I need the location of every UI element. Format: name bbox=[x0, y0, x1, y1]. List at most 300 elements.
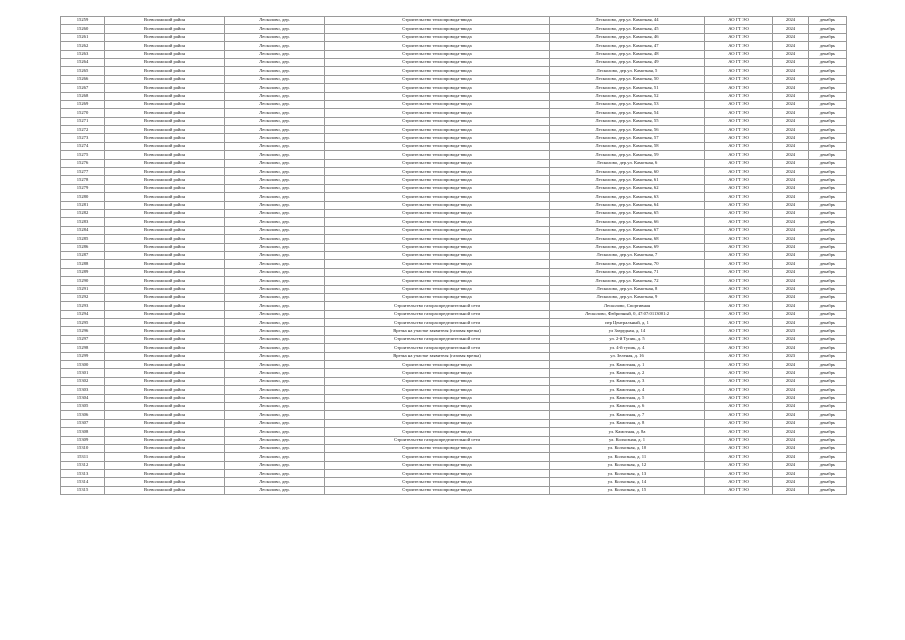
cell-place: Лесколово, дер. bbox=[225, 67, 325, 75]
cell-id: 15311 bbox=[61, 453, 105, 461]
cell-id: 15270 bbox=[61, 109, 105, 117]
cell-organization: АО ГТ ЭО bbox=[705, 319, 773, 327]
cell-place: Лесколово, дер. bbox=[225, 302, 325, 310]
cell-district: Всеволожский район bbox=[105, 33, 225, 41]
cell-year: 2024 bbox=[773, 58, 809, 66]
table-row bbox=[61, 419, 847, 427]
cell-month: декабрь bbox=[809, 386, 847, 394]
cell-id: 15309 bbox=[61, 436, 105, 444]
cell-district: Всеволожский район bbox=[105, 402, 225, 410]
cell-district: Всеволожский район bbox=[105, 50, 225, 58]
cell-district: Всеволожский район bbox=[105, 478, 225, 486]
cell-month: декабрь bbox=[809, 67, 847, 75]
table-row bbox=[61, 277, 847, 285]
cell-district: Всеволожский район bbox=[105, 369, 225, 377]
cell-organization: АО ГТ ЭО bbox=[705, 17, 773, 25]
cell-place: Лесколово, дер. bbox=[225, 33, 325, 41]
cell-place: Лесколово, дер. bbox=[225, 361, 325, 369]
cell-year: 2024 bbox=[773, 436, 809, 444]
table-row bbox=[61, 92, 847, 100]
table-row bbox=[61, 335, 847, 343]
table-row bbox=[61, 33, 847, 41]
cell-year: 2024 bbox=[773, 142, 809, 150]
cell-id: 15265 bbox=[61, 67, 105, 75]
cell-organization: АО ГТ ЭО bbox=[705, 218, 773, 226]
cell-month: декабрь bbox=[809, 260, 847, 268]
cell-year: 2024 bbox=[773, 302, 809, 310]
cell-year: 2024 bbox=[773, 293, 809, 301]
cell-id: 15277 bbox=[61, 168, 105, 176]
cell-address: Лесколово, дер.ул. Камотная, 7 bbox=[550, 251, 705, 259]
cell-work-type: Строительство газораспределительной сети bbox=[325, 310, 550, 318]
cell-place: Лесколово, дер. bbox=[225, 352, 325, 360]
cell-work-type: Строительство теплопровода-ввода bbox=[325, 394, 550, 402]
cell-place: Лесколово, дер. bbox=[225, 293, 325, 301]
cell-id: 15301 bbox=[61, 369, 105, 377]
cell-place: Лесколово, дер. bbox=[225, 218, 325, 226]
cell-place: Лесколово, дер. bbox=[225, 42, 325, 50]
cell-month: декабрь bbox=[809, 310, 847, 318]
cell-organization: АО ГТ ЭО bbox=[705, 419, 773, 427]
cell-place: Лесколово, дер. bbox=[225, 151, 325, 159]
cell-place: Лесколово, дер. bbox=[225, 444, 325, 452]
cell-address: Лесколово, дер.ул. Камотная, 61 bbox=[550, 176, 705, 184]
cell-district: Всеволожский район bbox=[105, 176, 225, 184]
cell-organization: АО ГТ ЭО bbox=[705, 243, 773, 251]
cell-year: 2024 bbox=[773, 260, 809, 268]
cell-work-type: Врезка на участке заявителя (газовая врезка) bbox=[325, 327, 550, 335]
cell-year: 2024 bbox=[773, 176, 809, 184]
cell-district: Всеволожский район bbox=[105, 226, 225, 234]
cell-address: Лесколово, дер.ул. Камотная, 51 bbox=[550, 84, 705, 92]
cell-id: 15278 bbox=[61, 176, 105, 184]
cell-id: 15312 bbox=[61, 461, 105, 469]
cell-address: Лесколово, дер.ул. Камотная, 53 bbox=[550, 100, 705, 108]
cell-id: 15315 bbox=[61, 486, 105, 494]
table-row bbox=[61, 201, 847, 209]
cell-year: 2024 bbox=[773, 109, 809, 117]
cell-year: 2024 bbox=[773, 344, 809, 352]
cell-id: 15264 bbox=[61, 58, 105, 66]
table-row bbox=[61, 67, 847, 75]
cell-district: Всеволожский район bbox=[105, 84, 225, 92]
cell-id: 15283 bbox=[61, 218, 105, 226]
table-row bbox=[61, 402, 847, 410]
cell-organization: АО ГТ ЭО bbox=[705, 302, 773, 310]
cell-address: Лесколово, дер.ул. Камотная, 56 bbox=[550, 126, 705, 134]
cell-address: Лесколово, Фабричный, 0, 47:07:0113001:2 bbox=[550, 310, 705, 318]
cell-district: Всеволожский район bbox=[105, 335, 225, 343]
cell-year: 2024 bbox=[773, 268, 809, 276]
cell-work-type: Строительство теплопровода-ввода bbox=[325, 361, 550, 369]
cell-id: 15306 bbox=[61, 411, 105, 419]
cell-year: 2024 bbox=[773, 310, 809, 318]
table-row bbox=[61, 319, 847, 327]
cell-place: Лесколово, дер. bbox=[225, 486, 325, 494]
cell-organization: АО ГТ ЭО bbox=[705, 117, 773, 125]
cell-year: 2023 bbox=[773, 327, 809, 335]
cell-id: 15293 bbox=[61, 302, 105, 310]
cell-district: Всеволожский район bbox=[105, 470, 225, 478]
cell-month: декабрь bbox=[809, 251, 847, 259]
cell-place: Лесколово, дер. bbox=[225, 134, 325, 142]
cell-address: ул. Колхозная, д. 11 bbox=[550, 453, 705, 461]
cell-id: 15290 bbox=[61, 277, 105, 285]
cell-address: Лесколово, дер.ул. Камотная, 59 bbox=[550, 151, 705, 159]
cell-place: Лесколово, дер. bbox=[225, 50, 325, 58]
cell-month: декабрь bbox=[809, 243, 847, 251]
cell-id: 15294 bbox=[61, 310, 105, 318]
cell-month: декабрь bbox=[809, 134, 847, 142]
table-row bbox=[61, 327, 847, 335]
cell-month: декабрь bbox=[809, 218, 847, 226]
table-row bbox=[61, 411, 847, 419]
cell-address: ул. Камотная, д. 5 bbox=[550, 394, 705, 402]
cell-organization: АО ГТ ЭО bbox=[705, 151, 773, 159]
cell-organization: АО ГТ ЭО bbox=[705, 209, 773, 217]
table-row bbox=[61, 243, 847, 251]
cell-organization: АО ГТ ЭО bbox=[705, 168, 773, 176]
table-row bbox=[61, 109, 847, 117]
cell-organization: АО ГТ ЭО bbox=[705, 235, 773, 243]
cell-work-type: Строительство теплопровода-ввода bbox=[325, 218, 550, 226]
cell-address: Лесколово, дер.ул. Камотная, 48 bbox=[550, 50, 705, 58]
cell-organization: АО ГТ ЭО bbox=[705, 50, 773, 58]
cell-address: Лесколово, дер.ул. Камотная, 5 bbox=[550, 67, 705, 75]
cell-place: Лесколово, дер. bbox=[225, 260, 325, 268]
cell-work-type: Строительство теплопровода-ввода bbox=[325, 33, 550, 41]
cell-month: декабрь bbox=[809, 142, 847, 150]
cell-id: 15279 bbox=[61, 184, 105, 192]
table-row bbox=[61, 25, 847, 33]
cell-month: декабрь bbox=[809, 100, 847, 108]
table-row bbox=[61, 42, 847, 50]
cell-month: декабрь bbox=[809, 42, 847, 50]
cell-work-type: Строительство теплопровода-ввода bbox=[325, 226, 550, 234]
cell-id: 15296 bbox=[61, 327, 105, 335]
cell-place: Лесколово, дер. bbox=[225, 277, 325, 285]
cell-place: Лесколово, дер. bbox=[225, 436, 325, 444]
cell-place: Лесколово, дер. bbox=[225, 386, 325, 394]
cell-place: Лесколово, дер. bbox=[225, 251, 325, 259]
cell-district: Всеволожский район bbox=[105, 209, 225, 217]
cell-work-type: Строительство теплопровода-ввода bbox=[325, 142, 550, 150]
cell-address: Лесколово, дер.ул. Камотная, 68 bbox=[550, 235, 705, 243]
table-row bbox=[61, 159, 847, 167]
cell-address: ул. Колхозная, д. 10 bbox=[550, 444, 705, 452]
cell-organization: АО ГТ ЭО bbox=[705, 25, 773, 33]
cell-id: 15286 bbox=[61, 243, 105, 251]
cell-year: 2024 bbox=[773, 117, 809, 125]
cell-work-type: Строительство теплопровода-ввода bbox=[325, 444, 550, 452]
cell-year: 2024 bbox=[773, 134, 809, 142]
cell-year: 2024 bbox=[773, 209, 809, 217]
table-row bbox=[61, 470, 847, 478]
cell-month: декабрь bbox=[809, 117, 847, 125]
cell-id: 15305 bbox=[61, 402, 105, 410]
cell-place: Лесколово, дер. bbox=[225, 285, 325, 293]
cell-district: Всеволожский район bbox=[105, 100, 225, 108]
cell-organization: АО ГТ ЭО bbox=[705, 184, 773, 192]
cell-year: 2024 bbox=[773, 235, 809, 243]
cell-month: декабрь bbox=[809, 92, 847, 100]
cell-address: Лесколово, дер.ул. Камотная, 63 bbox=[550, 193, 705, 201]
cell-place: Лесколово, дер. bbox=[225, 176, 325, 184]
table-row bbox=[61, 168, 847, 176]
cell-month: декабрь bbox=[809, 436, 847, 444]
cell-organization: АО ГТ ЭО bbox=[705, 461, 773, 469]
cell-address: ул. 4-й тупик, д. 4 bbox=[550, 344, 705, 352]
cell-address: ул. Камотная, д. 3 bbox=[550, 377, 705, 385]
cell-work-type: Строительство теплопровода-ввода bbox=[325, 277, 550, 285]
cell-year: 2024 bbox=[773, 75, 809, 83]
cell-year: 2023 bbox=[773, 352, 809, 360]
cell-year: 2024 bbox=[773, 33, 809, 41]
cell-work-type: Строительство теплопровода-ввода bbox=[325, 235, 550, 243]
cell-month: декабрь bbox=[809, 344, 847, 352]
cell-address: Лесколово, дер.ул. Камотная, 62 bbox=[550, 184, 705, 192]
table-row bbox=[61, 302, 847, 310]
cell-year: 2024 bbox=[773, 470, 809, 478]
cell-district: Всеволожский район bbox=[105, 444, 225, 452]
cell-district: Всеволожский район bbox=[105, 411, 225, 419]
cell-district: Всеволожский район bbox=[105, 361, 225, 369]
cell-month: декабрь bbox=[809, 159, 847, 167]
cell-year: 2024 bbox=[773, 92, 809, 100]
cell-district: Всеволожский район bbox=[105, 461, 225, 469]
cell-work-type: Строительство теплопровода-ввода bbox=[325, 428, 550, 436]
cell-year: 2024 bbox=[773, 126, 809, 134]
cell-address: ул Зазрудная, д. 14 bbox=[550, 327, 705, 335]
cell-district: Всеволожский район bbox=[105, 251, 225, 259]
cell-organization: АО ГТ ЭО bbox=[705, 201, 773, 209]
cell-place: Лесколово, дер. bbox=[225, 84, 325, 92]
cell-id: 15299 bbox=[61, 352, 105, 360]
cell-district: Всеволожский район bbox=[105, 327, 225, 335]
cell-place: Лесколово, дер. bbox=[225, 344, 325, 352]
table-row bbox=[61, 377, 847, 385]
table-row bbox=[61, 436, 847, 444]
cell-work-type: Строительство теплопровода-ввода bbox=[325, 42, 550, 50]
cell-place: Лесколово, дер. bbox=[225, 226, 325, 234]
cell-address: пер Центральный, д. 1 bbox=[550, 319, 705, 327]
cell-organization: АО ГТ ЭО bbox=[705, 486, 773, 494]
cell-organization: АО ГТ ЭО bbox=[705, 176, 773, 184]
cell-id: 15259 bbox=[61, 17, 105, 25]
cell-address: Лесколово, дер.ул. Камотная, 8 bbox=[550, 285, 705, 293]
cell-district: Всеволожский район bbox=[105, 352, 225, 360]
cell-month: декабрь bbox=[809, 285, 847, 293]
cell-year: 2024 bbox=[773, 478, 809, 486]
cell-address: Лесколово, дер.ул. Камотная, 71 bbox=[550, 268, 705, 276]
cell-month: декабрь bbox=[809, 478, 847, 486]
cell-address: ул. Колхозная, д. 14 bbox=[550, 478, 705, 486]
cell-id: 15314 bbox=[61, 478, 105, 486]
cell-month: декабрь bbox=[809, 369, 847, 377]
cell-id: 15291 bbox=[61, 285, 105, 293]
cell-address: ул. Камотная, д. 1 bbox=[550, 361, 705, 369]
cell-organization: АО ГТ ЭО bbox=[705, 58, 773, 66]
cell-district: Всеволожский район bbox=[105, 142, 225, 150]
cell-place: Лесколово, дер. bbox=[225, 142, 325, 150]
cell-organization: АО ГТ ЭО bbox=[705, 361, 773, 369]
cell-work-type: Строительство теплопровода-ввода bbox=[325, 470, 550, 478]
cell-organization: АО ГТ ЭО bbox=[705, 402, 773, 410]
cell-district: Всеволожский район bbox=[105, 453, 225, 461]
cell-organization: АО ГТ ЭО bbox=[705, 67, 773, 75]
cell-organization: АО ГТ ЭО bbox=[705, 411, 773, 419]
cell-organization: АО ГТ ЭО bbox=[705, 394, 773, 402]
cell-place: Лесколово, дер. bbox=[225, 209, 325, 217]
table-row bbox=[61, 235, 847, 243]
cell-work-type: Строительство газораспределительной сети bbox=[325, 302, 550, 310]
cell-district: Всеволожский район bbox=[105, 184, 225, 192]
cell-work-type: Строительство теплопровода-ввода bbox=[325, 58, 550, 66]
cell-month: декабрь bbox=[809, 126, 847, 134]
cell-place: Лесколово, дер. bbox=[225, 394, 325, 402]
cell-district: Всеволожский район bbox=[105, 319, 225, 327]
cell-organization: АО ГТ ЭО bbox=[705, 260, 773, 268]
cell-district: Всеволожский район bbox=[105, 268, 225, 276]
cell-year: 2024 bbox=[773, 402, 809, 410]
cell-id: 15300 bbox=[61, 361, 105, 369]
cell-place: Лесколово, дер. bbox=[225, 17, 325, 25]
table-row bbox=[61, 100, 847, 108]
cell-work-type: Строительство теплопровода-ввода bbox=[325, 92, 550, 100]
cell-month: декабрь bbox=[809, 352, 847, 360]
cell-id: 15284 bbox=[61, 226, 105, 234]
cell-work-type: Строительство теплопровода-ввода bbox=[325, 260, 550, 268]
table-row bbox=[61, 461, 847, 469]
cell-district: Всеволожский район bbox=[105, 277, 225, 285]
table-row bbox=[61, 361, 847, 369]
cell-district: Всеволожский район bbox=[105, 168, 225, 176]
cell-district: Всеволожский район bbox=[105, 117, 225, 125]
cell-id: 15263 bbox=[61, 50, 105, 58]
cell-place: Лесколово, дер. bbox=[225, 478, 325, 486]
cell-id: 15261 bbox=[61, 33, 105, 41]
cell-place: Лесколово, дер. bbox=[225, 92, 325, 100]
cell-address: ул. Камотная, д. 8а bbox=[550, 428, 705, 436]
cell-place: Лесколово, дер. bbox=[225, 377, 325, 385]
cell-place: Лесколово, дер. bbox=[225, 58, 325, 66]
cell-organization: АО ГТ ЭО bbox=[705, 42, 773, 50]
cell-organization: АО ГТ ЭО bbox=[705, 444, 773, 452]
table-row bbox=[61, 386, 847, 394]
cell-organization: АО ГТ ЭО bbox=[705, 251, 773, 259]
cell-organization: АО ГТ ЭО bbox=[705, 142, 773, 150]
cell-organization: АО ГТ ЭО bbox=[705, 109, 773, 117]
table-row bbox=[61, 142, 847, 150]
cell-work-type: Строительство теплопровода-ввода bbox=[325, 486, 550, 494]
cell-month: декабрь bbox=[809, 209, 847, 217]
cell-place: Лесколово, дер. bbox=[225, 201, 325, 209]
cell-id: 15295 bbox=[61, 319, 105, 327]
cell-address: ул. Колхозная, д. 13 bbox=[550, 470, 705, 478]
cell-year: 2024 bbox=[773, 419, 809, 427]
cell-district: Всеволожский район bbox=[105, 75, 225, 83]
connections-table bbox=[60, 16, 847, 495]
cell-month: декабрь bbox=[809, 377, 847, 385]
cell-organization: АО ГТ ЭО bbox=[705, 369, 773, 377]
cell-organization: АО ГТ ЭО bbox=[705, 293, 773, 301]
cell-id: 15275 bbox=[61, 151, 105, 159]
cell-work-type: Строительство газораспределительной сети bbox=[325, 335, 550, 343]
cell-place: Лесколово, дер. bbox=[225, 117, 325, 125]
cell-work-type: Строительство газораспределительной сети bbox=[325, 436, 550, 444]
table-row bbox=[61, 486, 847, 494]
cell-year: 2024 bbox=[773, 201, 809, 209]
cell-organization: АО ГТ ЭО bbox=[705, 268, 773, 276]
cell-district: Всеволожский район bbox=[105, 302, 225, 310]
cell-district: Всеволожский район bbox=[105, 17, 225, 25]
table-row bbox=[61, 58, 847, 66]
cell-month: декабрь bbox=[809, 17, 847, 25]
cell-month: декабрь bbox=[809, 428, 847, 436]
cell-month: декабрь bbox=[809, 335, 847, 343]
cell-year: 2024 bbox=[773, 428, 809, 436]
cell-district: Всеволожский район bbox=[105, 235, 225, 243]
cell-month: декабрь bbox=[809, 394, 847, 402]
cell-address: ул. Колхозная, д. 15 bbox=[550, 486, 705, 494]
cell-district: Всеволожский район bbox=[105, 159, 225, 167]
cell-month: декабрь bbox=[809, 444, 847, 452]
cell-year: 2024 bbox=[773, 67, 809, 75]
cell-place: Лесколово, дер. bbox=[225, 126, 325, 134]
cell-work-type: Строительство теплопровода-ввода bbox=[325, 193, 550, 201]
cell-year: 2024 bbox=[773, 386, 809, 394]
cell-place: Лесколово, дер. bbox=[225, 411, 325, 419]
cell-id: 15313 bbox=[61, 470, 105, 478]
cell-address: Лесколово, дер.ул. Камотная, 57 bbox=[550, 134, 705, 142]
cell-place: Лесколово, дер. bbox=[225, 75, 325, 83]
cell-year: 2024 bbox=[773, 184, 809, 192]
cell-id: 15271 bbox=[61, 117, 105, 125]
cell-work-type: Строительство теплопровода-ввода bbox=[325, 176, 550, 184]
cell-work-type: Строительство теплопровода-ввода bbox=[325, 50, 550, 58]
table-row bbox=[61, 226, 847, 234]
cell-work-type: Строительство теплопровода-ввода bbox=[325, 117, 550, 125]
cell-work-type: Строительство теплопровода-ввода bbox=[325, 461, 550, 469]
cell-address: Лесколово, Спортивная bbox=[550, 302, 705, 310]
table-row bbox=[61, 184, 847, 192]
cell-district: Всеволожский район bbox=[105, 151, 225, 159]
table-row bbox=[61, 369, 847, 377]
cell-month: декабрь bbox=[809, 293, 847, 301]
cell-id: 15303 bbox=[61, 386, 105, 394]
cell-organization: АО ГТ ЭО bbox=[705, 310, 773, 318]
cell-id: 15289 bbox=[61, 268, 105, 276]
cell-month: декабрь bbox=[809, 226, 847, 234]
cell-district: Всеволожский район bbox=[105, 285, 225, 293]
cell-organization: АО ГТ ЭО bbox=[705, 75, 773, 83]
cell-year: 2024 bbox=[773, 159, 809, 167]
table-row bbox=[61, 293, 847, 301]
cell-id: 15310 bbox=[61, 444, 105, 452]
cell-work-type: Строительство теплопровода-ввода bbox=[325, 478, 550, 486]
cell-work-type: Строительство теплопровода-ввода bbox=[325, 201, 550, 209]
cell-address: Лесколово, дер.ул. Камотная, 72 bbox=[550, 277, 705, 285]
cell-id: 15285 bbox=[61, 235, 105, 243]
cell-month: декабрь bbox=[809, 151, 847, 159]
cell-id: 15273 bbox=[61, 134, 105, 142]
cell-year: 2024 bbox=[773, 285, 809, 293]
cell-district: Всеволожский район bbox=[105, 134, 225, 142]
cell-work-type: Строительство теплопровода-ввода bbox=[325, 411, 550, 419]
cell-district: Всеволожский район bbox=[105, 243, 225, 251]
cell-month: декабрь bbox=[809, 176, 847, 184]
table-row bbox=[61, 50, 847, 58]
